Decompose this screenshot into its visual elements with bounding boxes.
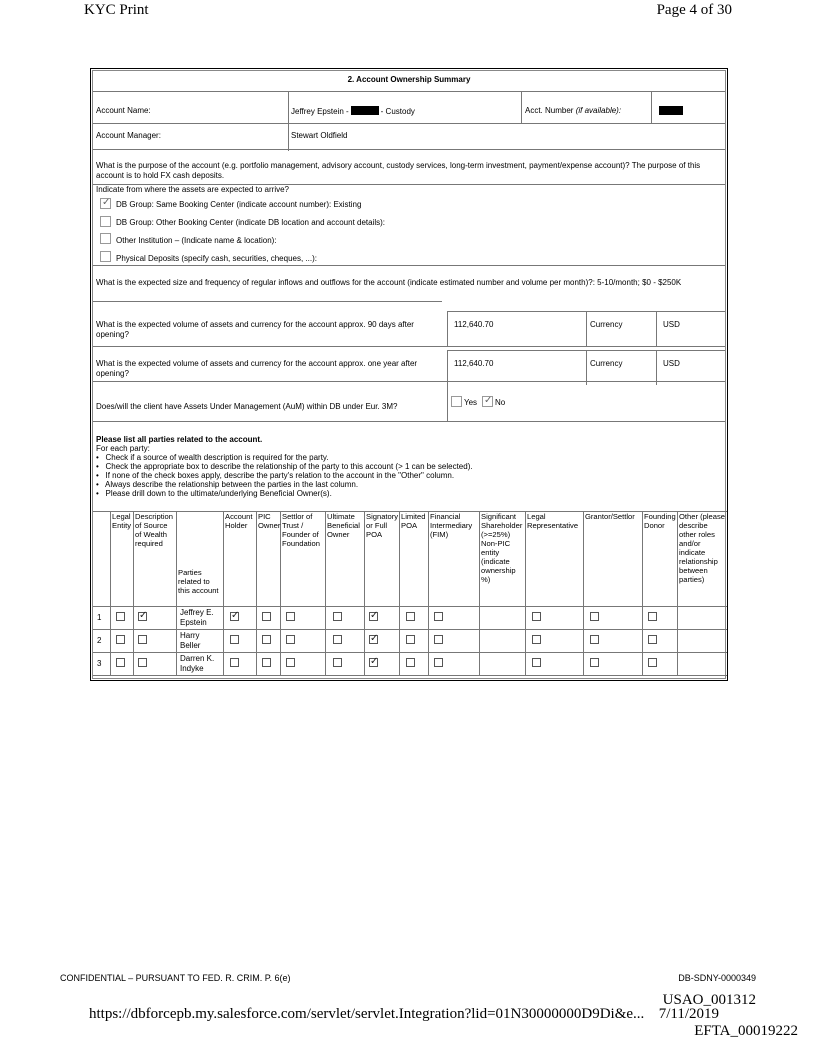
usao-number: USAO_001312: [662, 992, 756, 1008]
legal-entity-checkbox[interactable]: [116, 612, 125, 621]
aum-yes-checkbox[interactable]: [451, 396, 462, 407]
col-other: Other (please describe other roles and/or indicate relationship between parties): [679, 512, 726, 584]
parties-title: Please list all parties related to the account.: [96, 435, 263, 444]
purpose-question: What is the purpose of the account (e.g. portfolio management, advisory account, custody services, long-term investment, payment/expense account)? The purpose of this account is to hold FX cash deposits.: [96, 161, 701, 180]
party-name: Darren K. Indyke: [180, 654, 215, 673]
bullet-2: • Check the appropriate box to describe the relationship of the party to this account (> 1 can be selected).: [96, 462, 473, 471]
col-grantor: Grantor/Settlor: [585, 512, 635, 521]
print-date: 7/11/2019: [658, 1006, 719, 1022]
col-settlor: Settlor of Trust / Founder of Foundation: [282, 512, 320, 548]
settlor-checkbox[interactable]: [286, 612, 295, 621]
bullet-1: • Check if a source of wealth description is required for the party.: [96, 453, 329, 462]
grantor-checkbox[interactable]: [590, 658, 599, 667]
fim-checkbox[interactable]: [434, 635, 443, 644]
row-number: 3: [97, 659, 102, 668]
account-name-label: Account Name:: [96, 106, 151, 115]
ubo-checkbox[interactable]: [333, 612, 342, 621]
signatory-checkbox[interactable]: [369, 612, 378, 621]
print-url[interactable]: https://dbforcepb.my.salesforce.com/servlet/servlet.Integration?lid=01N30000000D9Di&e...: [89, 1006, 645, 1022]
description-checkbox[interactable]: [138, 612, 147, 621]
fim-checkbox[interactable]: [434, 658, 443, 667]
volume-year-question: What is the expected volume of assets and currency for the account approx. one year after opening?: [96, 359, 418, 378]
account-ownership-form: [90, 68, 728, 681]
legal-rep-checkbox[interactable]: [532, 658, 541, 667]
origin-option-checkbox[interactable]: [100, 198, 111, 209]
parties-for-each: For each party:: [96, 444, 150, 453]
account-manager-label: Account Manager:: [96, 131, 161, 140]
row-number: 1: [97, 613, 102, 622]
signatory-checkbox[interactable]: [369, 635, 378, 644]
col-founding-donor: Founding Donor: [644, 512, 676, 530]
founding-donor-checkbox[interactable]: [648, 612, 657, 621]
party-name: Harry Beller: [180, 631, 201, 650]
bates-number: DB-SDNY-0000349: [678, 973, 756, 983]
pic-owner-checkbox[interactable]: [262, 612, 271, 621]
aum-no-checkbox[interactable]: [482, 396, 493, 407]
print-title: KYC Print: [84, 2, 149, 18]
col-account-holder: Account Holder: [225, 512, 253, 530]
col-parties: Parties related to this account: [178, 568, 219, 595]
fim-checkbox[interactable]: [434, 612, 443, 621]
col-legal-entity: Legal Entity: [112, 512, 131, 530]
account-manager-value: Stewart Oldfield: [291, 131, 348, 140]
limited-poa-checkbox[interactable]: [406, 635, 415, 644]
volume-90-currency: USD: [663, 320, 680, 329]
party-name: Jeffrey E. Epstein: [180, 608, 214, 627]
page-number: Page 4 of 30: [656, 2, 732, 18]
grantor-checkbox[interactable]: [590, 612, 599, 621]
settlor-checkbox[interactable]: [286, 635, 295, 644]
col-shareholder: Significant Shareholder (>=25%) Non-PIC entity (indicate ownership %): [481, 512, 523, 584]
volume-90-question: What is the expected volume of assets and currency for the account approx. 90 days after opening?: [96, 320, 414, 339]
volume-year-currency-label: Currency: [590, 359, 623, 368]
description-checkbox[interactable]: [138, 658, 147, 667]
col-pic-owner: PIC Owner: [258, 512, 281, 530]
acct-number-redaction: [659, 106, 683, 115]
col-description: Description of Source of Wealth required: [135, 512, 173, 548]
origin-option-label: DB Group: Same Booking Center (indicate account number): Existing: [116, 200, 362, 209]
confidential-notice: CONFIDENTIAL – PURSUANT TO FED. R. CRIM. P. 6(e): [60, 973, 291, 983]
acct-number-label: Acct. Number (if available):: [525, 106, 622, 115]
settlor-checkbox[interactable]: [286, 658, 295, 667]
col-legal-rep: Legal Representative: [527, 512, 579, 530]
account-name-value: Jeffrey Epstein - - Custody: [291, 107, 415, 116]
col-signatory: Signatory or Full POA: [366, 512, 399, 539]
flows-question: What is the expected size and frequency of regular inflows and outflows for the account (indicate estimated number and volume per month)?: 5-10/month; $0 - $250K: [96, 278, 682, 287]
account-holder-checkbox[interactable]: [230, 658, 239, 667]
pic-owner-checkbox[interactable]: [262, 658, 271, 667]
grantor-checkbox[interactable]: [590, 635, 599, 644]
origin-option-checkbox[interactable]: [100, 216, 111, 227]
volume-90-currency-label: Currency: [590, 320, 623, 329]
ubo-checkbox[interactable]: [333, 635, 342, 644]
volume-90-amount: 112,640.70: [454, 320, 494, 329]
volume-year-amount: 112,640.70: [454, 359, 494, 368]
signatory-checkbox[interactable]: [369, 658, 378, 667]
account-holder-checkbox[interactable]: [230, 612, 239, 621]
origin-option-label: DB Group: Other Booking Center (indicate DB location and account details):: [116, 218, 386, 227]
col-fim: Financial Intermediary (FIM): [430, 512, 473, 539]
row-number: 2: [97, 636, 102, 645]
bullet-4: • Always describe the relationship between the parties in the last column.: [96, 480, 359, 489]
founding-donor-checkbox[interactable]: [648, 658, 657, 667]
limited-poa-checkbox[interactable]: [406, 612, 415, 621]
bullet-3: • If none of the check boxes apply, describe the party's relation to the account in the "Other" column.: [96, 471, 455, 480]
origin-option-label: Other Institution – (Indicate name & location):: [116, 236, 277, 245]
col-limited-poa: Limited POA: [401, 512, 426, 530]
aum-yes-label: Yes: [464, 398, 478, 407]
founding-donor-checkbox[interactable]: [648, 635, 657, 644]
legal-rep-checkbox[interactable]: [532, 635, 541, 644]
account-holder-checkbox[interactable]: [230, 635, 239, 644]
volume-year-currency: USD: [663, 359, 680, 368]
parties-table: [93, 511, 727, 679]
legal-entity-checkbox[interactable]: [116, 635, 125, 644]
origin-option-checkbox[interactable]: [100, 251, 111, 262]
redaction: [351, 106, 379, 115]
aum-question: Does/will the client have Assets Under Management (AuM) within DB under Eur. 3M?: [96, 402, 398, 411]
col-ubo: Ultimate Beneficial Owner: [327, 512, 360, 539]
origin-option-label: Physical Deposits (specify cash, securities, cheques, ...):: [116, 254, 317, 263]
origin-option-checkbox[interactable]: [100, 233, 111, 244]
pic-owner-checkbox[interactable]: [262, 635, 271, 644]
legal-entity-checkbox[interactable]: [116, 658, 125, 667]
legal-rep-checkbox[interactable]: [532, 612, 541, 621]
assets-origin-label: Indicate from where the assets are expected to arrive?: [96, 185, 289, 194]
limited-poa-checkbox[interactable]: [406, 658, 415, 667]
ubo-checkbox[interactable]: [333, 658, 342, 667]
bullet-5: • Please drill down to the ultimate/underlying Beneficial Owner(s).: [96, 489, 332, 498]
efta-number: EFTA_00019222: [694, 1023, 798, 1039]
section-title: 2. Account Ownership Summary: [347, 75, 471, 84]
description-checkbox[interactable]: [138, 635, 147, 644]
aum-no-label: No: [495, 398, 506, 407]
